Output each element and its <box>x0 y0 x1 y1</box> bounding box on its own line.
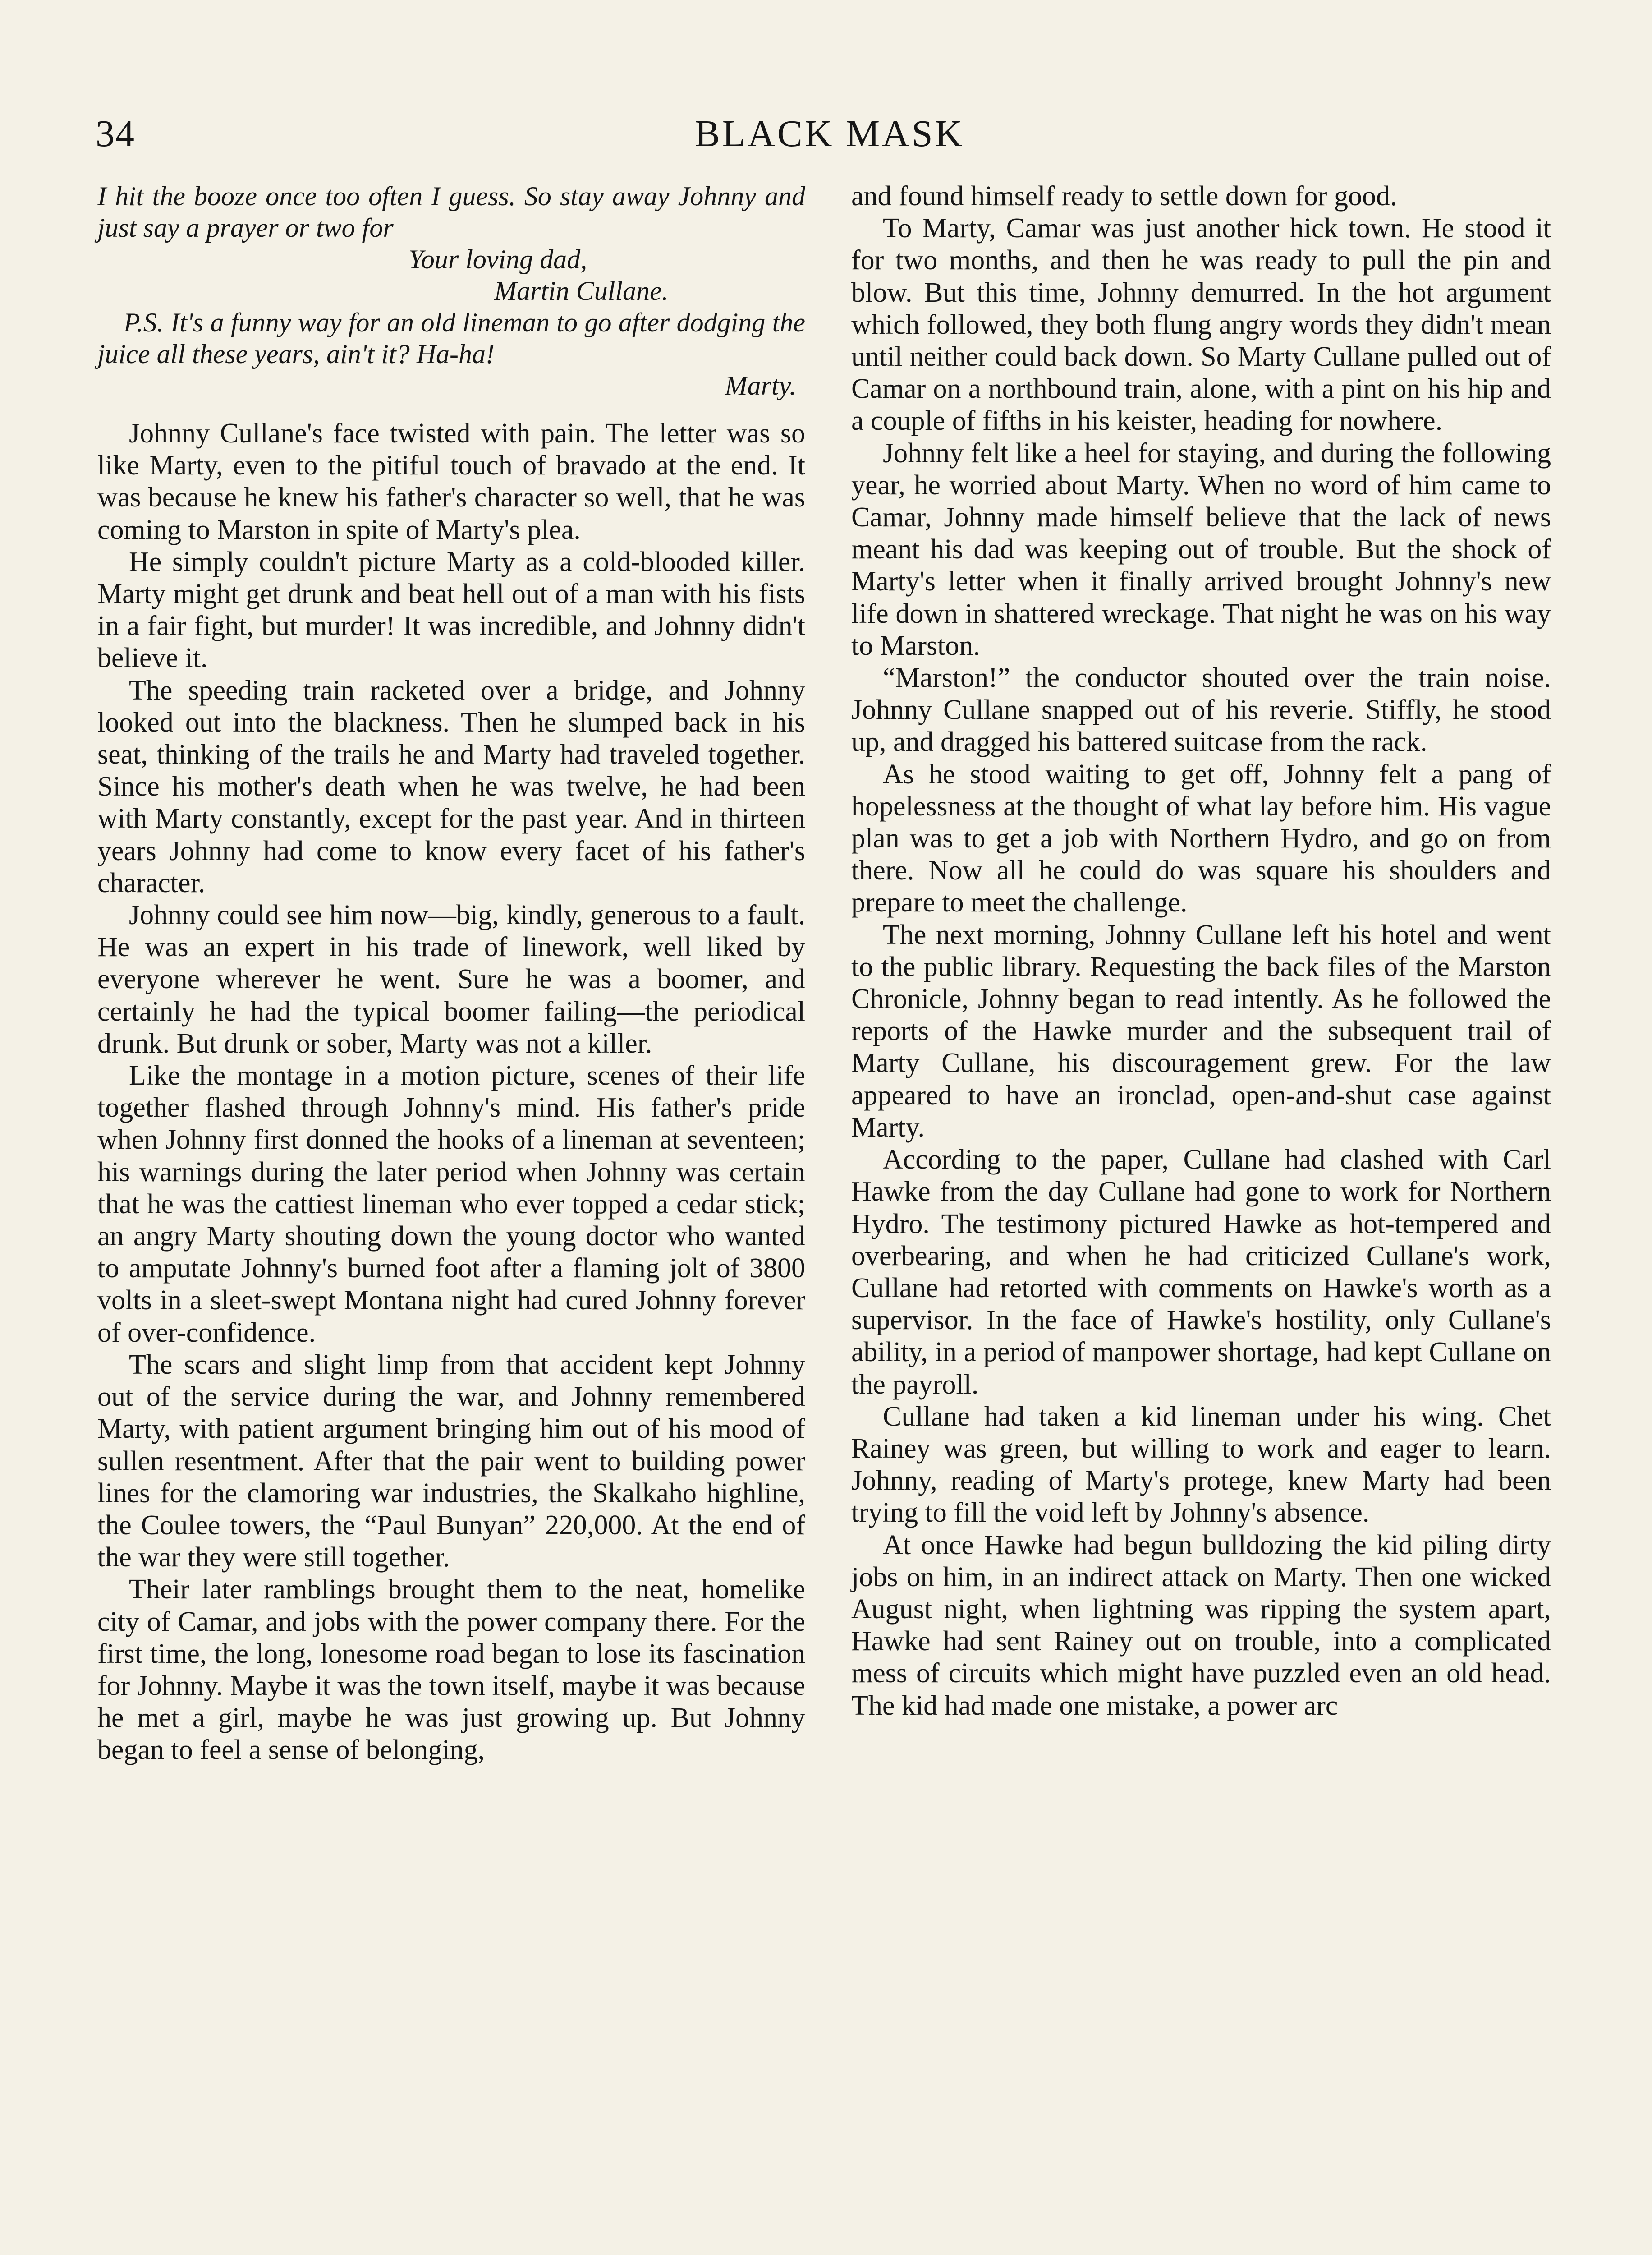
paragraph-continuation: and found himself ready to settle down for good. <box>851 181 1397 212</box>
page-number: 34 <box>96 113 135 155</box>
quoted-letter <box>97 180 805 401</box>
paragraph: The scars and slight limp from that accident kept Johnny out of the service during the war, and Johnny remembered Marty, with patient argument bringing him out of his mood of sullen resentment. After that the pair went to building power lines for the clamoring war industries, the Skalkaho highline, the Coulee towers, the “Paul Bunyan” 220,000. At the end of the war they were still together. <box>97 1349 805 1573</box>
paragraph: Johnny Cullane's face twisted with pain. The letter was so like Marty, even to the pitiful touch of bravado at the end. It was because he knew his father's character so well, that he was coming to Marston in spite of Marty's plea. <box>97 418 805 545</box>
paragraph: The next morning, Johnny Cullane left his hotel and went to the public library. Requesting the back files of the Marston Chronicle, Johnny began to read intently. As he followed the reports of the Hawke murder and the subsequent trail of Marty Cullane, his discouragement grew. For the law appeared to have an ironclad, open-and-shut case against Marty. <box>851 919 1551 1143</box>
paragraph: He simply couldn't picture Marty as a cold-blooded killer. Marty might get drunk and beat hell out of a man with his fists in a fair fight, but murder! It was incredible, and Johnny didn't believe it. <box>97 546 805 674</box>
paragraph: Johnny felt like a heel for staying, and during the following year, he worried about Marty. When no word of him came to Camar, Johnny made himself believe that the lack of news meant his dad was keeping out of trouble. But the shock of Marty's letter when it finally arrived brought Johnny's new life down in shattered wreckage. That night he was on his way to Marston. <box>851 437 1551 661</box>
paragraph: At once Hawke had begun bulldozing the kid piling dirty jobs on him, in an indirect attack on Marty. Then one wicked August night, when lightning was ripping the system apart, Hawke had sent Rainey out on trouble, into a complicated mess of circuits which might have puzzled even an old head. The kid had made one mistake, a power arc <box>851 1529 1551 1721</box>
letter-body: I hit the booze once too often I guess. So stay away Johnny and just say a prayer or two for <box>97 181 805 243</box>
letter-ps-signature: Marty. <box>725 371 796 400</box>
left-column <box>97 180 805 1767</box>
paragraph: Their later ramblings brought them to the neat, homelike city of Camar, and jobs with the power company there. For the first time, the long, lonesome road began to lose its fascination for Johnny. Maybe it was the town itself, maybe it was because he met a girl, maybe he was just growing up. But Johnny began to feel a sense of belonging, <box>97 1574 805 1766</box>
paragraph: According to the paper, Cullane had clashed with Carl Hawke from the day Cullane had gone to work for Northern Hydro. The testimony pictured Hawke as hot-tempered and overbearing, and when he had criticized Cullane's work, Cullane had retorted with comments on Hawke's worth as a supervisor. In the face of Hawke's hostility, only Cullane's ability, in a period of manpower shortage, had kept Cullane on the payroll. <box>851 1144 1551 1400</box>
paragraph: To Marty, Camar was just another hick town. He stood it for two months, and then he was ready to pull the pin and blow. But this time, Johnny demurred. In the hot argument which followed, they both flung angry words they didn't mean until neither could back down. So Marty Cullane pulled out of Camar on a northbound train, alone, with a pint on his hip and a couple of fifths in his keister, heading for nowhere. <box>851 213 1551 437</box>
paragraph: The speeding train racketed over a bridge, and Johnny looked out into the blackness. Then he slumped back in his seat, thinking of the trails he and Marty had traveled together. Since his mother's death when he was twelve, he had been with Marty constantly, except for the past year. And in thirteen years Johnny had come to know every facet of his father's character. <box>97 675 805 898</box>
letter-postscript: P.S. It's a funny way for an old lineman to go after dodging the juice all these years, ain't it? Ha-ha! <box>97 308 805 369</box>
letter-closing: Your loving dad, <box>408 244 587 274</box>
paragraph: Johnny could see him now—big, kindly, generous to a fault. He was an expert in his trade of linework, well liked by everyone wherever he went. Sure he was a boomer, and certainly he had the typical boomer failing—the periodical drunk. But drunk or sober, Marty was not a killer. <box>97 900 805 1059</box>
right-column <box>851 180 1551 1722</box>
letter-signature: Martin Cullane. <box>494 276 669 306</box>
running-head: BLACK MASK <box>694 113 965 155</box>
paragraph: Like the montage in a motion picture, scenes of their life together flashed through Johnny's mind. His father's pride when Johnny first donned the hooks of a lineman at seventeen; his warnings during the later period when Johnny was certain that he was the cattiest lineman who ever topped a cedar stick; an angry Marty shouting down the young doctor who wanted to amputate Johnny's burned foot after a flaming jolt of 3800 volts in a sleet-swept Montana night had cured Johnny forever of over-confidence. <box>97 1060 805 1348</box>
paragraph: Cullane had taken a kid lineman under his wing. Chet Rainey was green, but willing to work and eager to learn. Johnny, reading of Marty's protege, knew Marty had been trying to fill the void left by Johnny's absence. <box>851 1401 1551 1528</box>
paragraph: As he stood waiting to get off, Johnny felt a pang of hopelessness at the thought of what lay before him. His vague plan was to get a job with Northern Hydro, and go on from there. Now all he could do was square his shoulders and prepare to meet the challenge. <box>851 759 1551 918</box>
paragraph: “Marston!” the conductor shouted over the train noise. Johnny Cullane snapped out of his reverie. Stiffly, he stood up, and dragged his battered suitcase from the rack. <box>851 663 1551 758</box>
